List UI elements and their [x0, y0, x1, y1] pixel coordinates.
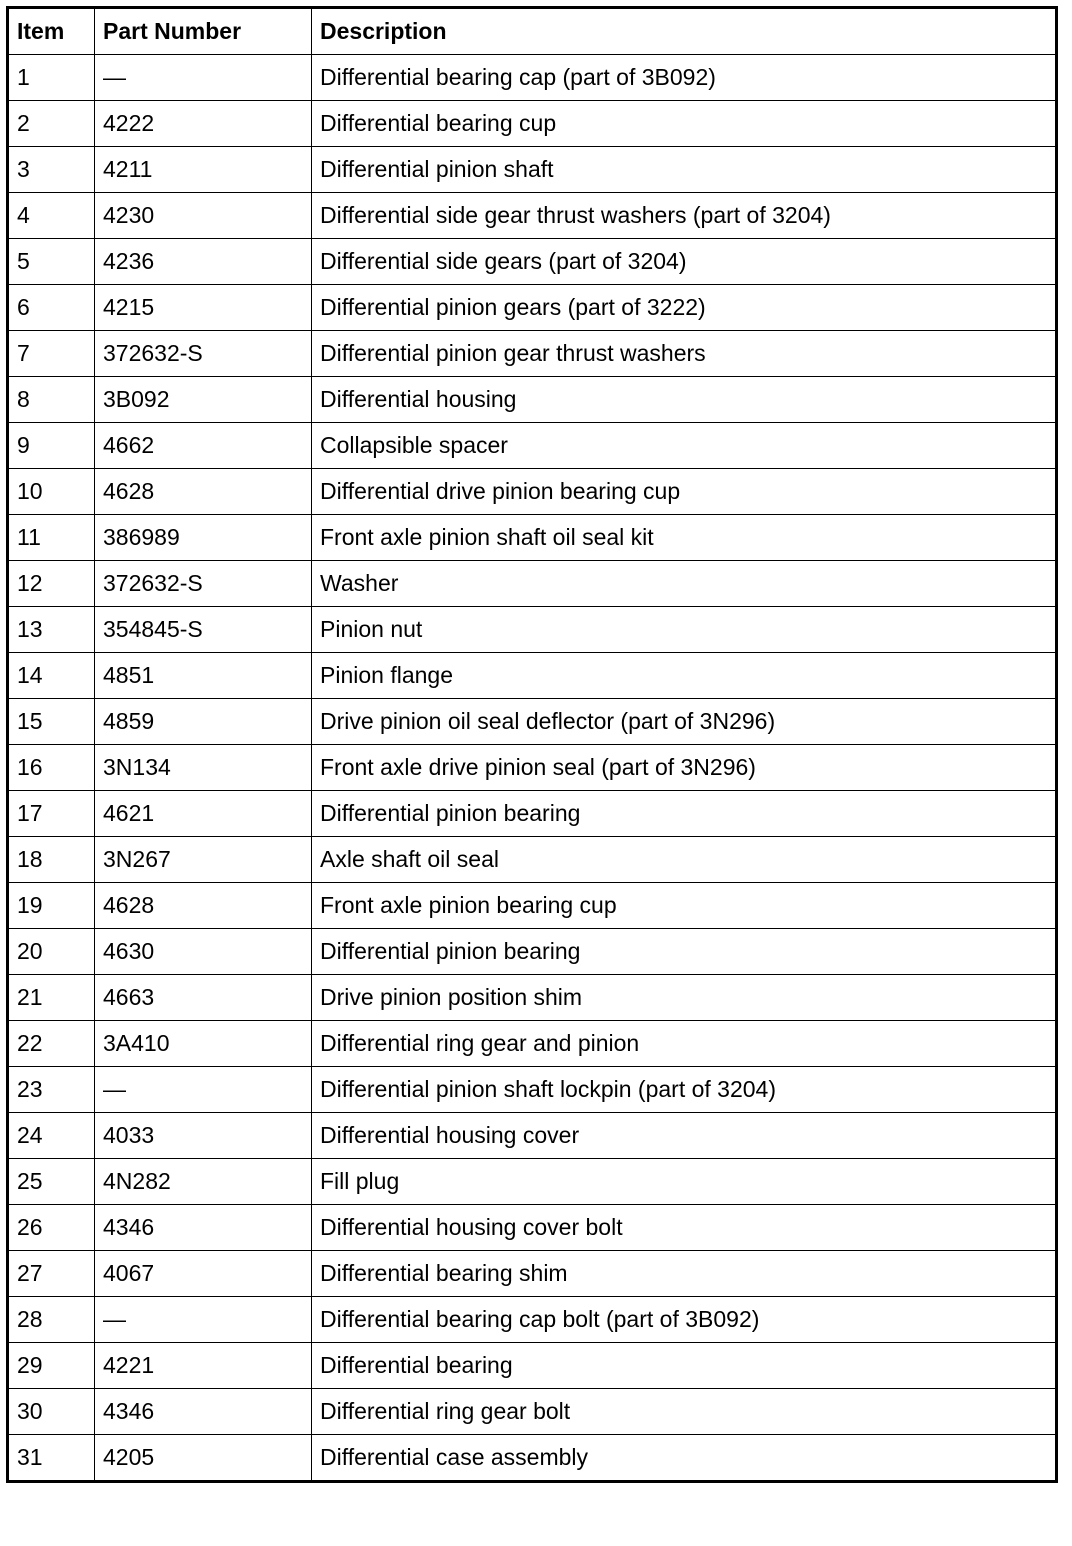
cell-description: Differential pinion shaft	[312, 147, 1057, 193]
header-description: Description	[312, 8, 1057, 55]
cell-description: Front axle pinion shaft oil seal kit	[312, 515, 1057, 561]
table-row	[8, 1389, 1057, 1435]
cell-part-number: 4621	[95, 791, 312, 837]
table-row	[8, 791, 1057, 837]
table-row	[8, 1435, 1057, 1482]
cell-part-number: 372632-S	[95, 331, 312, 377]
cell-item: 22	[8, 1021, 95, 1067]
header-part-number: Part Number	[95, 8, 312, 55]
cell-part-number: 4628	[95, 469, 312, 515]
cell-item: 31	[8, 1435, 95, 1482]
cell-item: 11	[8, 515, 95, 561]
cell-item: 16	[8, 745, 95, 791]
cell-item: 15	[8, 699, 95, 745]
header-item: Item	[8, 8, 95, 55]
cell-description: Differential bearing cup	[312, 101, 1057, 147]
cell-item: 6	[8, 285, 95, 331]
cell-item: 27	[8, 1251, 95, 1297]
table-row	[8, 515, 1057, 561]
cell-part-number: 4033	[95, 1113, 312, 1159]
cell-part-number: 4211	[95, 147, 312, 193]
table-body	[8, 55, 1057, 1482]
cell-description: Differential pinion shaft lockpin (part of 3204)	[312, 1067, 1057, 1113]
cell-description: Differential case assembly	[312, 1435, 1057, 1482]
table-row	[8, 423, 1057, 469]
table-row	[8, 745, 1057, 791]
cell-item: 28	[8, 1297, 95, 1343]
cell-item: 20	[8, 929, 95, 975]
cell-part-number: 4205	[95, 1435, 312, 1482]
cell-item: 25	[8, 1159, 95, 1205]
table-row	[8, 331, 1057, 377]
table-row	[8, 837, 1057, 883]
cell-part-number: 3A410	[95, 1021, 312, 1067]
cell-description: Washer	[312, 561, 1057, 607]
cell-part-number: 4851	[95, 653, 312, 699]
cell-part-number: 4662	[95, 423, 312, 469]
cell-item: 4	[8, 193, 95, 239]
cell-part-number: 3N267	[95, 837, 312, 883]
cell-description: Differential ring gear and pinion	[312, 1021, 1057, 1067]
cell-description: Differential drive pinion bearing cup	[312, 469, 1057, 515]
cell-item: 3	[8, 147, 95, 193]
cell-description: Differential pinion gear thrust washers	[312, 331, 1057, 377]
cell-description: Front axle pinion bearing cup	[312, 883, 1057, 929]
table-row	[8, 239, 1057, 285]
cell-item: 21	[8, 975, 95, 1021]
cell-part-number: 4663	[95, 975, 312, 1021]
cell-description: Front axle drive pinion seal (part of 3N296)	[312, 745, 1057, 791]
table-row	[8, 1297, 1057, 1343]
table-row	[8, 929, 1057, 975]
cell-part-number: 4346	[95, 1205, 312, 1251]
cell-part-number: 4628	[95, 883, 312, 929]
cell-item: 5	[8, 239, 95, 285]
cell-description: Differential pinion gears (part of 3222)	[312, 285, 1057, 331]
cell-description: Differential bearing cap bolt (part of 3B092)	[312, 1297, 1057, 1343]
cell-description: Differential pinion bearing	[312, 929, 1057, 975]
cell-item: 8	[8, 377, 95, 423]
cell-description: Differential housing	[312, 377, 1057, 423]
cell-part-number: 4215	[95, 285, 312, 331]
table-row	[8, 699, 1057, 745]
cell-part-number: 4859	[95, 699, 312, 745]
cell-description: Collapsible spacer	[312, 423, 1057, 469]
cell-item: 7	[8, 331, 95, 377]
table-row	[8, 653, 1057, 699]
table-row	[8, 469, 1057, 515]
table-row	[8, 883, 1057, 929]
cell-item: 14	[8, 653, 95, 699]
table-row	[8, 1113, 1057, 1159]
table-row	[8, 101, 1057, 147]
table-row	[8, 193, 1057, 239]
table-row	[8, 607, 1057, 653]
cell-item: 26	[8, 1205, 95, 1251]
cell-description: Differential ring gear bolt	[312, 1389, 1057, 1435]
table-row	[8, 285, 1057, 331]
cell-description: Differential side gears (part of 3204)	[312, 239, 1057, 285]
cell-description: Differential bearing cap (part of 3B092)	[312, 55, 1057, 101]
cell-description: Differential housing cover bolt	[312, 1205, 1057, 1251]
cell-part-number: —	[95, 55, 312, 101]
cell-item: 18	[8, 837, 95, 883]
cell-part-number: 4221	[95, 1343, 312, 1389]
cell-part-number: 4236	[95, 239, 312, 285]
cell-item: 1	[8, 55, 95, 101]
cell-description: Pinion flange	[312, 653, 1057, 699]
cell-description: Differential bearing	[312, 1343, 1057, 1389]
table-row	[8, 975, 1057, 1021]
table-row	[8, 1021, 1057, 1067]
cell-description: Axle shaft oil seal	[312, 837, 1057, 883]
parts-table	[6, 6, 1058, 1483]
table-row	[8, 1067, 1057, 1113]
cell-part-number: —	[95, 1067, 312, 1113]
cell-part-number: —	[95, 1297, 312, 1343]
table-row	[8, 1205, 1057, 1251]
header-row	[8, 8, 1057, 55]
cell-part-number: 386989	[95, 515, 312, 561]
cell-part-number: 372632-S	[95, 561, 312, 607]
table-header	[8, 8, 1057, 55]
cell-item: 12	[8, 561, 95, 607]
table-row	[8, 147, 1057, 193]
cell-description: Drive pinion position shim	[312, 975, 1057, 1021]
cell-description: Differential housing cover	[312, 1113, 1057, 1159]
cell-item: 30	[8, 1389, 95, 1435]
cell-part-number: 3N134	[95, 745, 312, 791]
table-row	[8, 377, 1057, 423]
table-row	[8, 561, 1057, 607]
cell-part-number: 4222	[95, 101, 312, 147]
table-row	[8, 1343, 1057, 1389]
cell-part-number: 3B092	[95, 377, 312, 423]
cell-item: 23	[8, 1067, 95, 1113]
cell-description: Fill plug	[312, 1159, 1057, 1205]
cell-part-number: 4230	[95, 193, 312, 239]
cell-part-number: 4067	[95, 1251, 312, 1297]
cell-description: Differential bearing shim	[312, 1251, 1057, 1297]
cell-part-number: 4630	[95, 929, 312, 975]
cell-part-number: 4N282	[95, 1159, 312, 1205]
table-row	[8, 1159, 1057, 1205]
cell-item: 13	[8, 607, 95, 653]
cell-item: 10	[8, 469, 95, 515]
table-row	[8, 1251, 1057, 1297]
cell-description: Pinion nut	[312, 607, 1057, 653]
cell-item: 17	[8, 791, 95, 837]
cell-description: Differential side gear thrust washers (part of 3204)	[312, 193, 1057, 239]
cell-description: Differential pinion bearing	[312, 791, 1057, 837]
cell-item: 24	[8, 1113, 95, 1159]
cell-description: Drive pinion oil seal deflector (part of 3N296)	[312, 699, 1057, 745]
cell-item: 19	[8, 883, 95, 929]
cell-part-number: 354845-S	[95, 607, 312, 653]
cell-item: 2	[8, 101, 95, 147]
table-row	[8, 55, 1057, 101]
cell-item: 9	[8, 423, 95, 469]
cell-item: 29	[8, 1343, 95, 1389]
cell-part-number: 4346	[95, 1389, 312, 1435]
